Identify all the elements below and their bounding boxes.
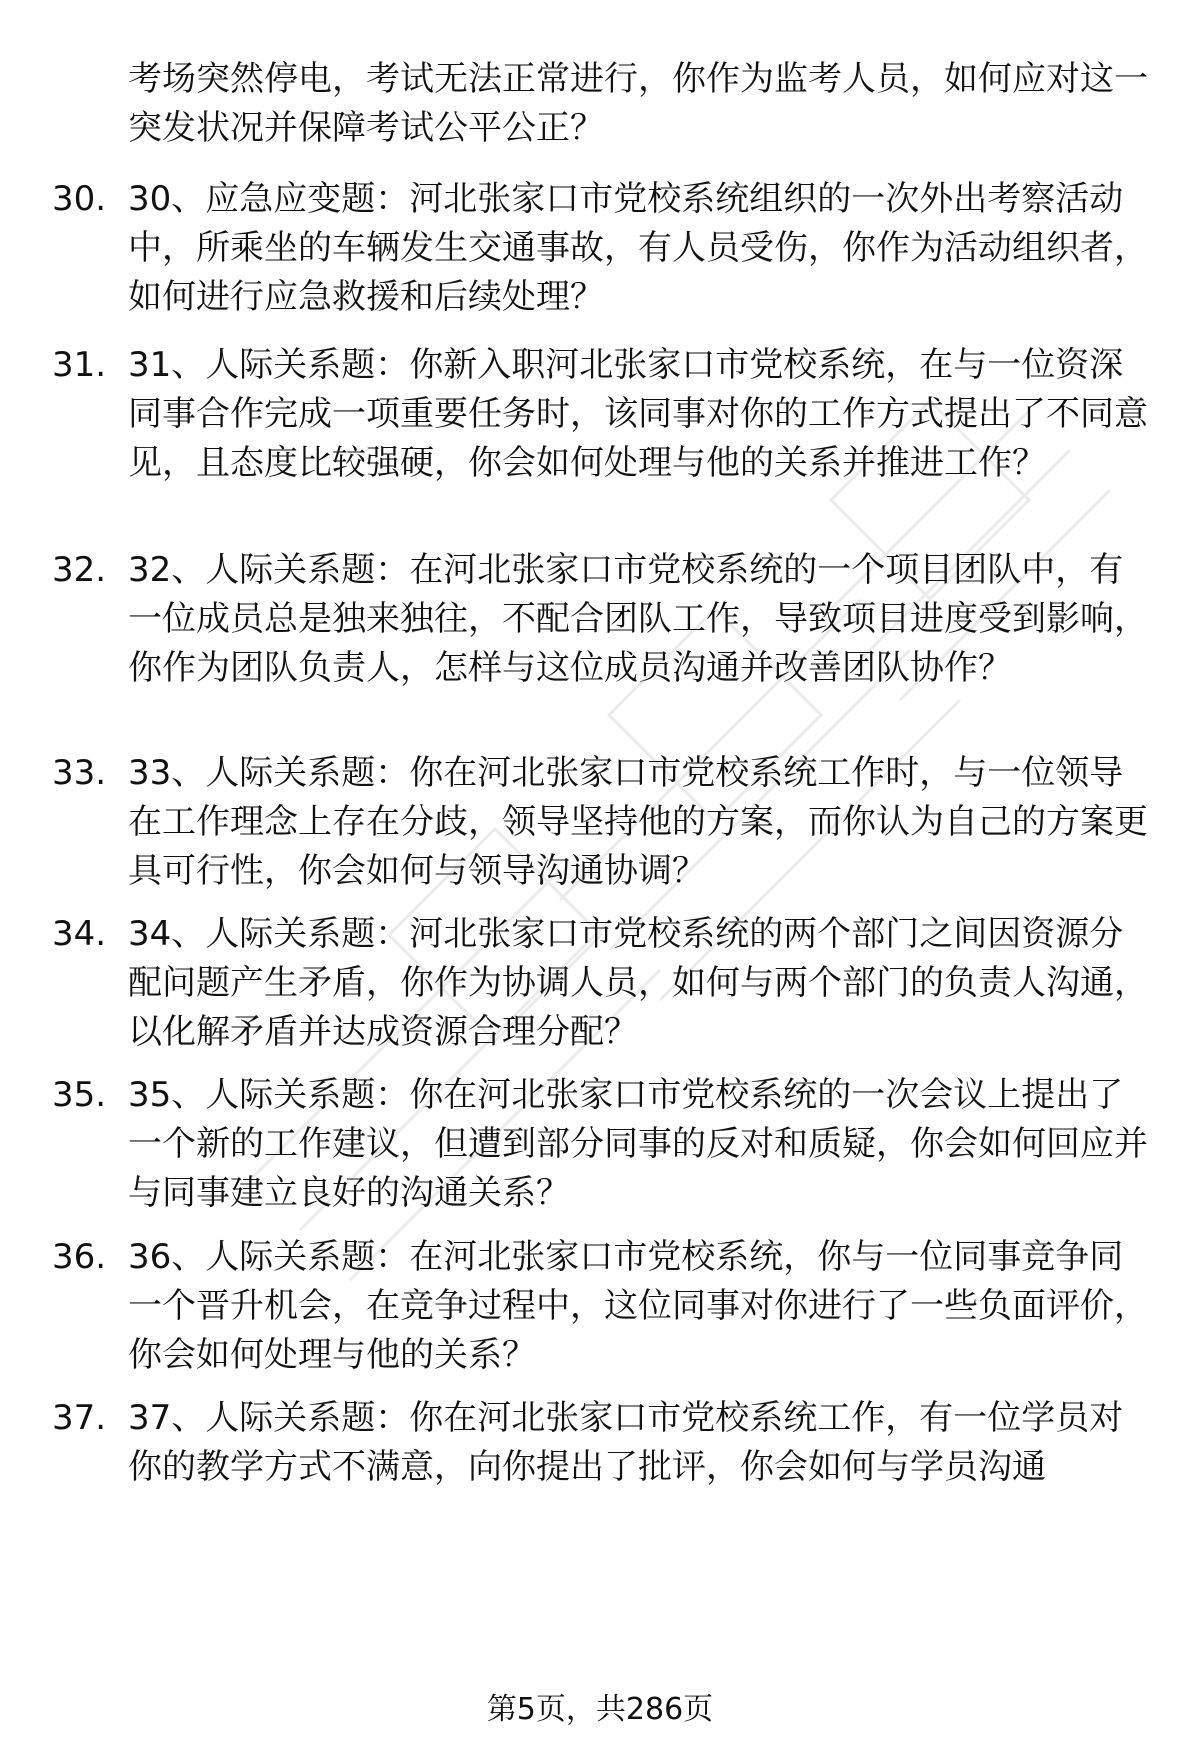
list-number: 31. [52, 345, 107, 385]
question-text: 31、人际关系题：你新入职河北张家口市党校系统，在与一位资深同事合作完成一项重要任务时，该同事对你的工作方式提出了不同意见，且态度比较强硬，你会如何处理与他的关系并推进工作？ [128, 345, 1148, 483]
question-text: 32、人际关系题：在河北张家口市党校系统的一个项目团队中，有一位成员总是独来独往，不配合团队工作，导致项目进度受到影响，你作为团队负责人，怎样与这位成员沟通并改善团队协作？ [128, 550, 1148, 688]
list-number: 30. [52, 179, 107, 219]
list-number: 36. [52, 1237, 107, 1277]
question-text: 30、应急应变题：河北张家口市党校系统组织的一次外出考察活动中，所乘坐的车辆发生交通事故，有人员受伤，你作为活动组织者，如何进行应急救援和后续处理？ [128, 179, 1148, 317]
list-number: 37. [52, 1398, 107, 1438]
list-number: 32. [52, 550, 107, 590]
list-number: 33. [52, 753, 107, 793]
question-text: 34、人际关系题：河北张家口市党校系统的两个部门之间因资源分配问题产生矛盾，你作为协调人员，如何与两个部门的负责人沟通，以化解矛盾并达成资源合理分配？ [128, 914, 1148, 1052]
question-text: 37、人际关系题：你在河北张家口市党校系统工作，有一位学员对你的教学方式不满意，向你提出了批评，你会如何与学员沟通 [128, 1398, 1124, 1487]
list-number: 35. [52, 1075, 107, 1115]
question-29-continuation: 考场突然停电，考试无法正常进行，你作为监考人员，如何应对这一突发状况并保障考试公平公正？ [128, 59, 1148, 148]
question-text: 35、人际关系题：你在河北张家口市党校系统的一次会议上提出了一个新的工作建议，但遭到部分同事的反对和质疑，你会如何回应并与同事建立良好的沟通关系？ [128, 1075, 1148, 1213]
question-text: 36、人际关系题：在河北张家口市党校系统，你与一位同事竞争同一个晋升机会，在竞争过程中，这位同事对你进行了一些负面评价，你会如何处理与他的关系？ [128, 1237, 1148, 1375]
question-text: 33、人际关系题：你在河北张家口市党校系统工作时，与一位领导在工作理念上存在分歧，领导坚持他的方案，而你认为自己的方案更具可行性，你会如何与领导沟通协调？ [128, 753, 1148, 891]
list-number: 34. [52, 914, 107, 954]
page-footer: 第5页，共286页 [486, 1692, 714, 1727]
